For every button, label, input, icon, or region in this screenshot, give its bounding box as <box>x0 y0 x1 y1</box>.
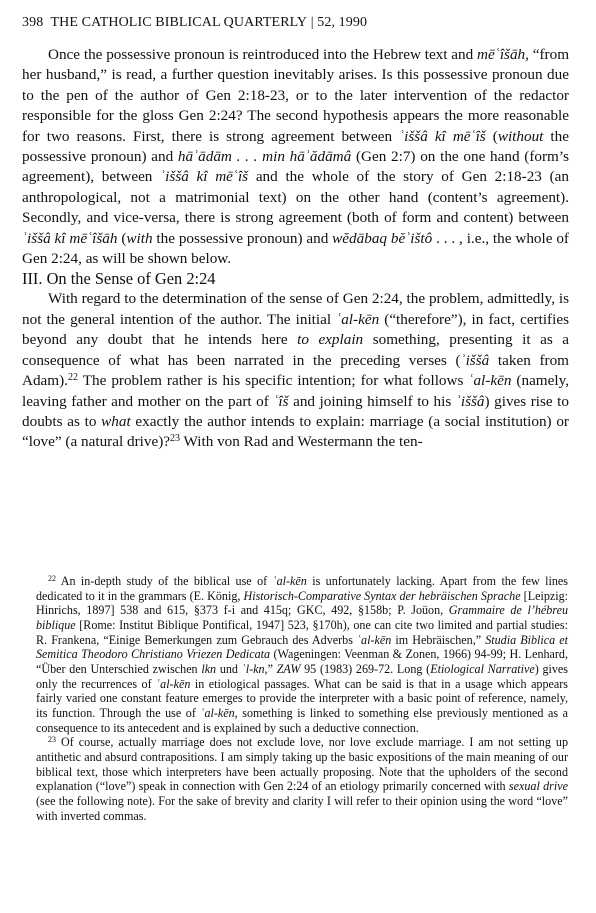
header-separator: | <box>310 15 314 30</box>
main-text <box>22 45 569 453</box>
paragraph-1: Once the possessive pronoun is reintroduced into the Hebrew text and mēʿîšāh, “from her husband,” is read, a further question inevitably arises. Is this possessive pronoun due to the pen of the author of Gen 2:18-23, or to the later intervention of the redactor responsible for the gloss Gen 2:24? The second hypothesis appears the more reasonable for two reasons. First, there is strong agreement between ʾiššâ kî mēʿîš (without the possessive pronoun) and hāʾādām . . . min hāʾădāmâ (Gen 2:7) on the one hand (form’s agreement), between ʾiššâ kî mēʿîš and the whole of the story of Gen 2:18-23 (an anthropological, not a matrimonial text) on the other hand (content’s agreement). Secondly, and vice-versa, there is strong agreement (both of form and content) between ʾiššâ kî mēʿîšāh (with the possessive pronoun) and wĕdābaq bĕʾištô . . . , i.e., the whole of Gen 2:24, as will be shown below. <box>22 46 570 268</box>
footnote-23: $^{23}$ Of course, actually marriage does not exclude love, nor love exclude marriage. I am not setting up antithetic and absurd contrapositions. I am simply taking up the basic expositions of the main meaning of our biblical text, those which interpreters have been actually proposing. Note that the upholders of the second explanation (“love”) speak in connection with Gen 2:24 of an etiology primarily concerned with sexual drive (see the following note). For the sake of brevity and clarity I will refer to their opinion using the word “love” with inverted commas. <box>36 735 568 823</box>
footnote-ref-22[interactable]: 22 <box>67 372 78 384</box>
journal-title: THE CATHOLIC BIBLICAL QUARTERLY <box>50 15 308 30</box>
volume-year: 52, 1990 <box>317 15 368 30</box>
footnote-22: $^{22}$ An in-depth study of the biblical use of ʿal-kēn is unfortunately lacking. Apart from the few lines dedicated to it in the grammars (E. König, Historisch-Comparative Syntax der hebräischen Sprache [Leipzig: Hinrichs, 1897] 538 and 615, §373 f-i and 415q; GKC, 492, §158b; P. Joüon, Grammaire de l’hébreu biblique [Rome: Institut Biblique Pontifical, 1947] 523, §170h), one can cite two limited and partial studies: R. Frankena, “Einige Bemerkungen zum Gebrauch des Adverbs ʿal-kēn im Hebräischen,” Studia Biblica et Semitica Theodoro Christiano Vriezen Dedicata (Wageningen: Veenman & Zonen, 1966) 94-99; H. Lenhard, “Über den Unterschied zwischen lkn und ʿl-kn,” ZAW 95 (1983) 269-72. Long (Etiological Narrative) gives only the recurrences of ʿal-kēn in etiological passages. What can be said is that in a usage which appears fairly varied one constant feature emerges to provide the interpreter with a basic point of reference, namely, its function. Through the use of ʿal-kēn, something is linked to something else previously mentioned as a consequence to its antecedent and is explained by such a deductive connection. <box>36 574 569 735</box>
footnote-number: 23 <box>48 735 56 745</box>
footnote-number: 22 <box>48 574 56 583</box>
page-number: 398 <box>22 15 44 30</box>
paragraph-2: With regard to the determination of the sense of Gen 2:24, the problem, admittedly, is not the general intention of the author. The initial ʿal-kēn (“therefore”), in fact, certifies beyond any doubt that he intends here to explain something, presenting it as a consequence of what has been narrated in the preceding verses (ʾiššâ taken from Adam).$^{22}$ The problem rather is his specific intention; for what follows ʿal-kēn (namely, leaving father and mother on the part of ʿîš and joining himself to his ʾiššâ) gives rise to doubts as to what exactly the author intends to explain: marriage (a social institution) or “love” (a natural drive)?$^{23}$ With von Rad and Westermann the ten- <box>22 290 570 451</box>
footnotes <box>36 574 568 823</box>
running-head <box>22 15 582 31</box>
footnote-ref-23[interactable]: 23 <box>170 433 180 445</box>
section-heading: III. On the Sense of Gen 2:24 <box>22 269 216 289</box>
